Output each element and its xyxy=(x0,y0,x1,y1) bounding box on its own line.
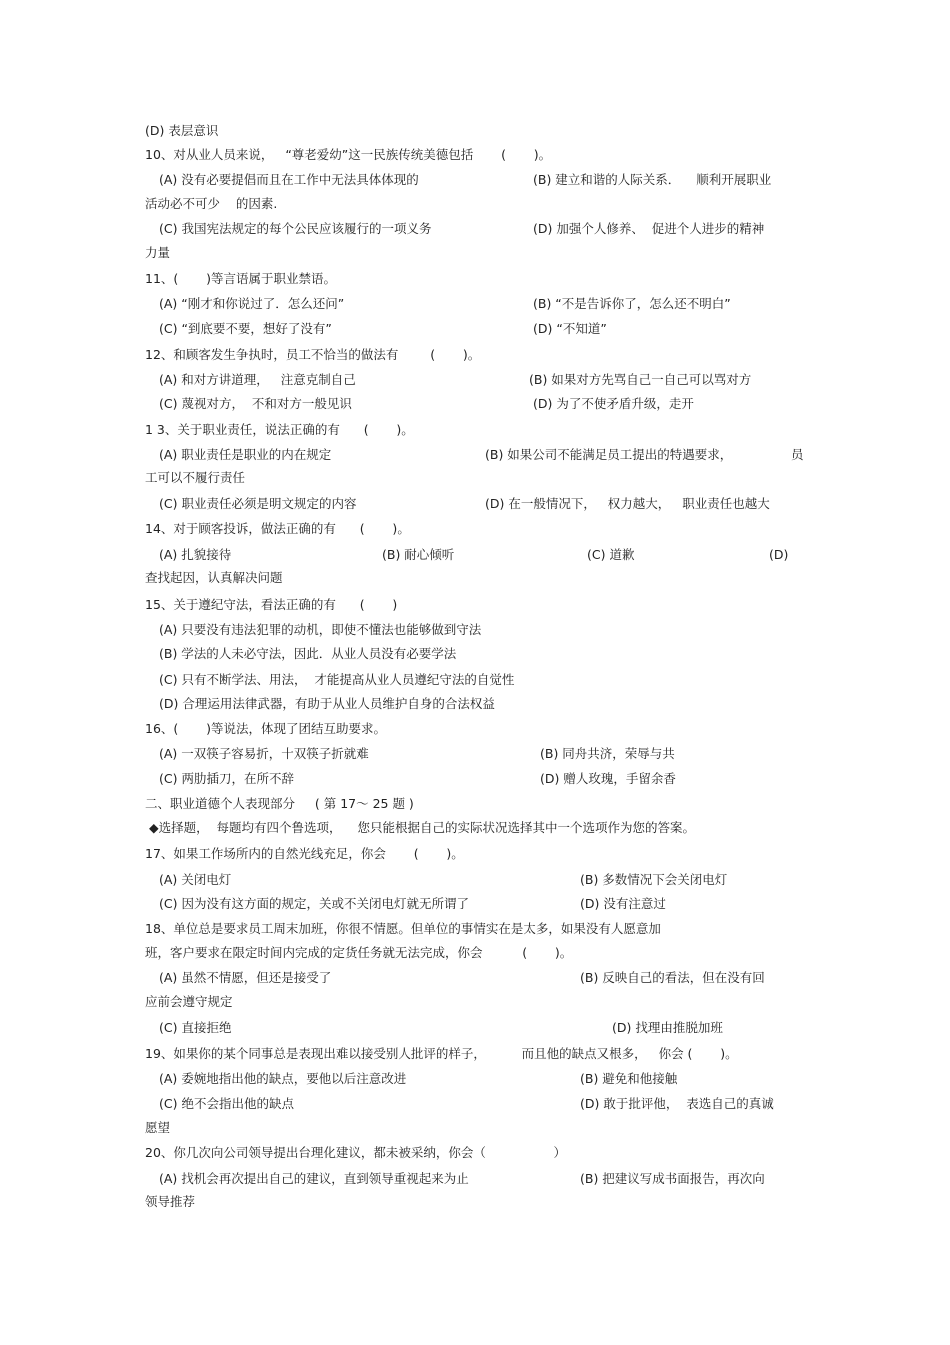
option-13b: (B) 如果公司不能满足员工提出的特遇要求， xyxy=(485,447,733,462)
option-14d-cont: 查找起因，认真解决问题 xyxy=(145,570,283,585)
option-19b: (B) 避免和他接触 xyxy=(580,1071,678,1086)
option-10b: (B) 建立和谐的人际关系． 顺利开展职业 xyxy=(533,172,772,187)
option-11b: (B) “不是告诉你了，怎么还不明白” xyxy=(533,296,731,311)
option-18c: (C) 直接拒绝 xyxy=(159,1020,232,1035)
option-15b: (B) 学法的人未必守法，因此．从业人员没有必要学法 xyxy=(159,646,457,661)
question-13: 1 3、关于职业责任，说法正确的有 ( )。 xyxy=(145,422,414,437)
question-16: 16、( )等说法，体现了团结互助要求。 xyxy=(145,721,386,736)
option-20b: (B) 把建议写成书面报告，再次向 xyxy=(580,1171,765,1186)
option-16c: (C) 两肋插刀，在所不辞 xyxy=(159,771,294,786)
option-18b-cont: 应前会遵守规定 xyxy=(145,994,233,1009)
option-13c: (C) 职业责任必须是明文规定的内容 xyxy=(159,496,357,511)
option-16a: (A) 一双筷子容易折，十双筷子折就难 xyxy=(159,746,369,761)
option-11c: (C) “到底要不要，想好了没有” xyxy=(159,321,332,336)
option-12d: (D) 为了不使矛盾升级，走开 xyxy=(533,396,694,411)
question-19: 19、如果你的某个同事总是表现出难以接受别人批评的样子， 而且他的缺点又根多， 你会 ( )。 xyxy=(145,1046,738,1061)
question-18: 18、单位总是要求员工周末加班，你很不情愿。但单位的事情实在是太多，如果没有人愿意加 xyxy=(145,921,661,936)
option-9d: (D) 表层意识 xyxy=(145,123,219,138)
option-10a: (A) 没有必要提倡而且在工作中无法具体体现的 xyxy=(159,172,419,187)
section-heading: 二、职业道德个人表现部分 ( 第 17～ 25 题 ) xyxy=(145,796,414,811)
option-19c: (C) 绝不会指出他的缺点 xyxy=(159,1096,294,1111)
option-15d: (D) 合理运用法律武器，有助于从业人员维护自身的合法权益 xyxy=(159,696,495,711)
option-14a: (A) 扎貌接待 xyxy=(159,547,232,562)
option-10c: (C) 我国宪法规定的每个公民应该履行的一项义务 xyxy=(159,221,432,236)
option-18a: (A) 虽然不情愿，但还是接受了 xyxy=(159,970,332,985)
option-17d: (D) 没有注意过 xyxy=(580,896,666,911)
option-16d: (D) 赠人玫瑰，手留余香 xyxy=(540,771,676,786)
option-19d: (D) 敢于批评他， 表选自己的真诚 xyxy=(580,1096,774,1111)
option-12a: (A) 和对方讲道理， 注意克制自己 xyxy=(159,372,356,387)
question-20: 20、你几次向公司领导提出台理化建议，都未被采纳，你会（ ） xyxy=(145,1145,566,1160)
option-20a: (A) 找机会再次提出自己的建议，直到领导重视起来为止 xyxy=(159,1171,469,1186)
option-10d: (D) 加强个人修养、 促进个人进步的精神 xyxy=(533,221,765,236)
option-14b: (B) 耐心倾听 xyxy=(382,547,455,562)
question-15: 15、关于遵纪守法，看法正确的有 ( ) xyxy=(145,597,398,612)
question-18-cont: 班，客户要求在限定时间内完成的定货任务就无法完成，你会 ( )。 xyxy=(145,945,573,960)
option-13a: (A) 职业责任是职业的内在规定 xyxy=(159,447,332,462)
option-17a: (A) 关闭电灯 xyxy=(159,872,232,887)
option-14d: (D) xyxy=(769,547,789,562)
option-15a: (A) 只要没有违法犯罪的动机，即使不懂法也能够做到守法 xyxy=(159,622,482,637)
option-19a: (A) 委婉地指出他的缺点，要他以后注意改进 xyxy=(159,1071,407,1086)
option-17c: (C) 因为没有这方面的规定，关或不关闭电灯就无所谓了 xyxy=(159,896,469,911)
option-17b: (B) 多数情况下会关闭电灯 xyxy=(580,872,728,887)
option-16b: (B) 同舟共济，荣辱与共 xyxy=(540,746,675,761)
option-14c: (C) 道歉 xyxy=(587,547,635,562)
option-18b: (B) 反映自己的看法，但在没有回 xyxy=(580,970,765,985)
option-11a: (A) “刚才和你说过了．怎么还问” xyxy=(159,296,345,311)
question-11: 11、( )等言语属于职业禁语。 xyxy=(145,271,336,286)
option-13d: (D) 在一般情况下， 权力越大， 职业责任也越大 xyxy=(485,496,770,511)
section-instructions: ◆选择题， 每题均有四个鲁选项， 您只能根据自己的实际状况选择其中一个选项作为您的答案。 xyxy=(149,820,695,835)
option-13b-tail: 员 xyxy=(791,447,804,462)
question-17: 17、如果工作场所内的自然光线充足，你会 ( )。 xyxy=(145,846,464,861)
option-10b-cont: 活动必不可少 的因素. xyxy=(145,196,278,211)
question-10: 10、对从业人员来说， “尊老爱幼”这一民族传统美德包括 ( )。 xyxy=(145,147,552,162)
option-12b: (B) 如果对方先骂自己一自己可以骂对方 xyxy=(529,372,752,387)
question-14: 14、对于顾客投诉，做法正确的有 ( )。 xyxy=(145,521,410,536)
option-20b-cont: 领导推荐 xyxy=(145,1194,196,1209)
option-18d: (D) 找理由推脱加班 xyxy=(612,1020,723,1035)
option-12c: (C) 蔑视对方， 不和对方一般见识 xyxy=(159,396,352,411)
question-12: 12、和顾客发生争执时，员工不恰当的做法有 ( )。 xyxy=(145,347,481,362)
option-13b-cont: 工可以不履行责任 xyxy=(145,470,246,485)
option-11d: (D) “不知道” xyxy=(533,321,607,336)
option-10d-cont: 力量 xyxy=(145,245,171,260)
option-19d-cont: 愿望 xyxy=(145,1120,171,1135)
option-15c: (C) 只有不断学法、用法， 才能提高从业人员遵纪守法的自觉性 xyxy=(159,672,515,687)
